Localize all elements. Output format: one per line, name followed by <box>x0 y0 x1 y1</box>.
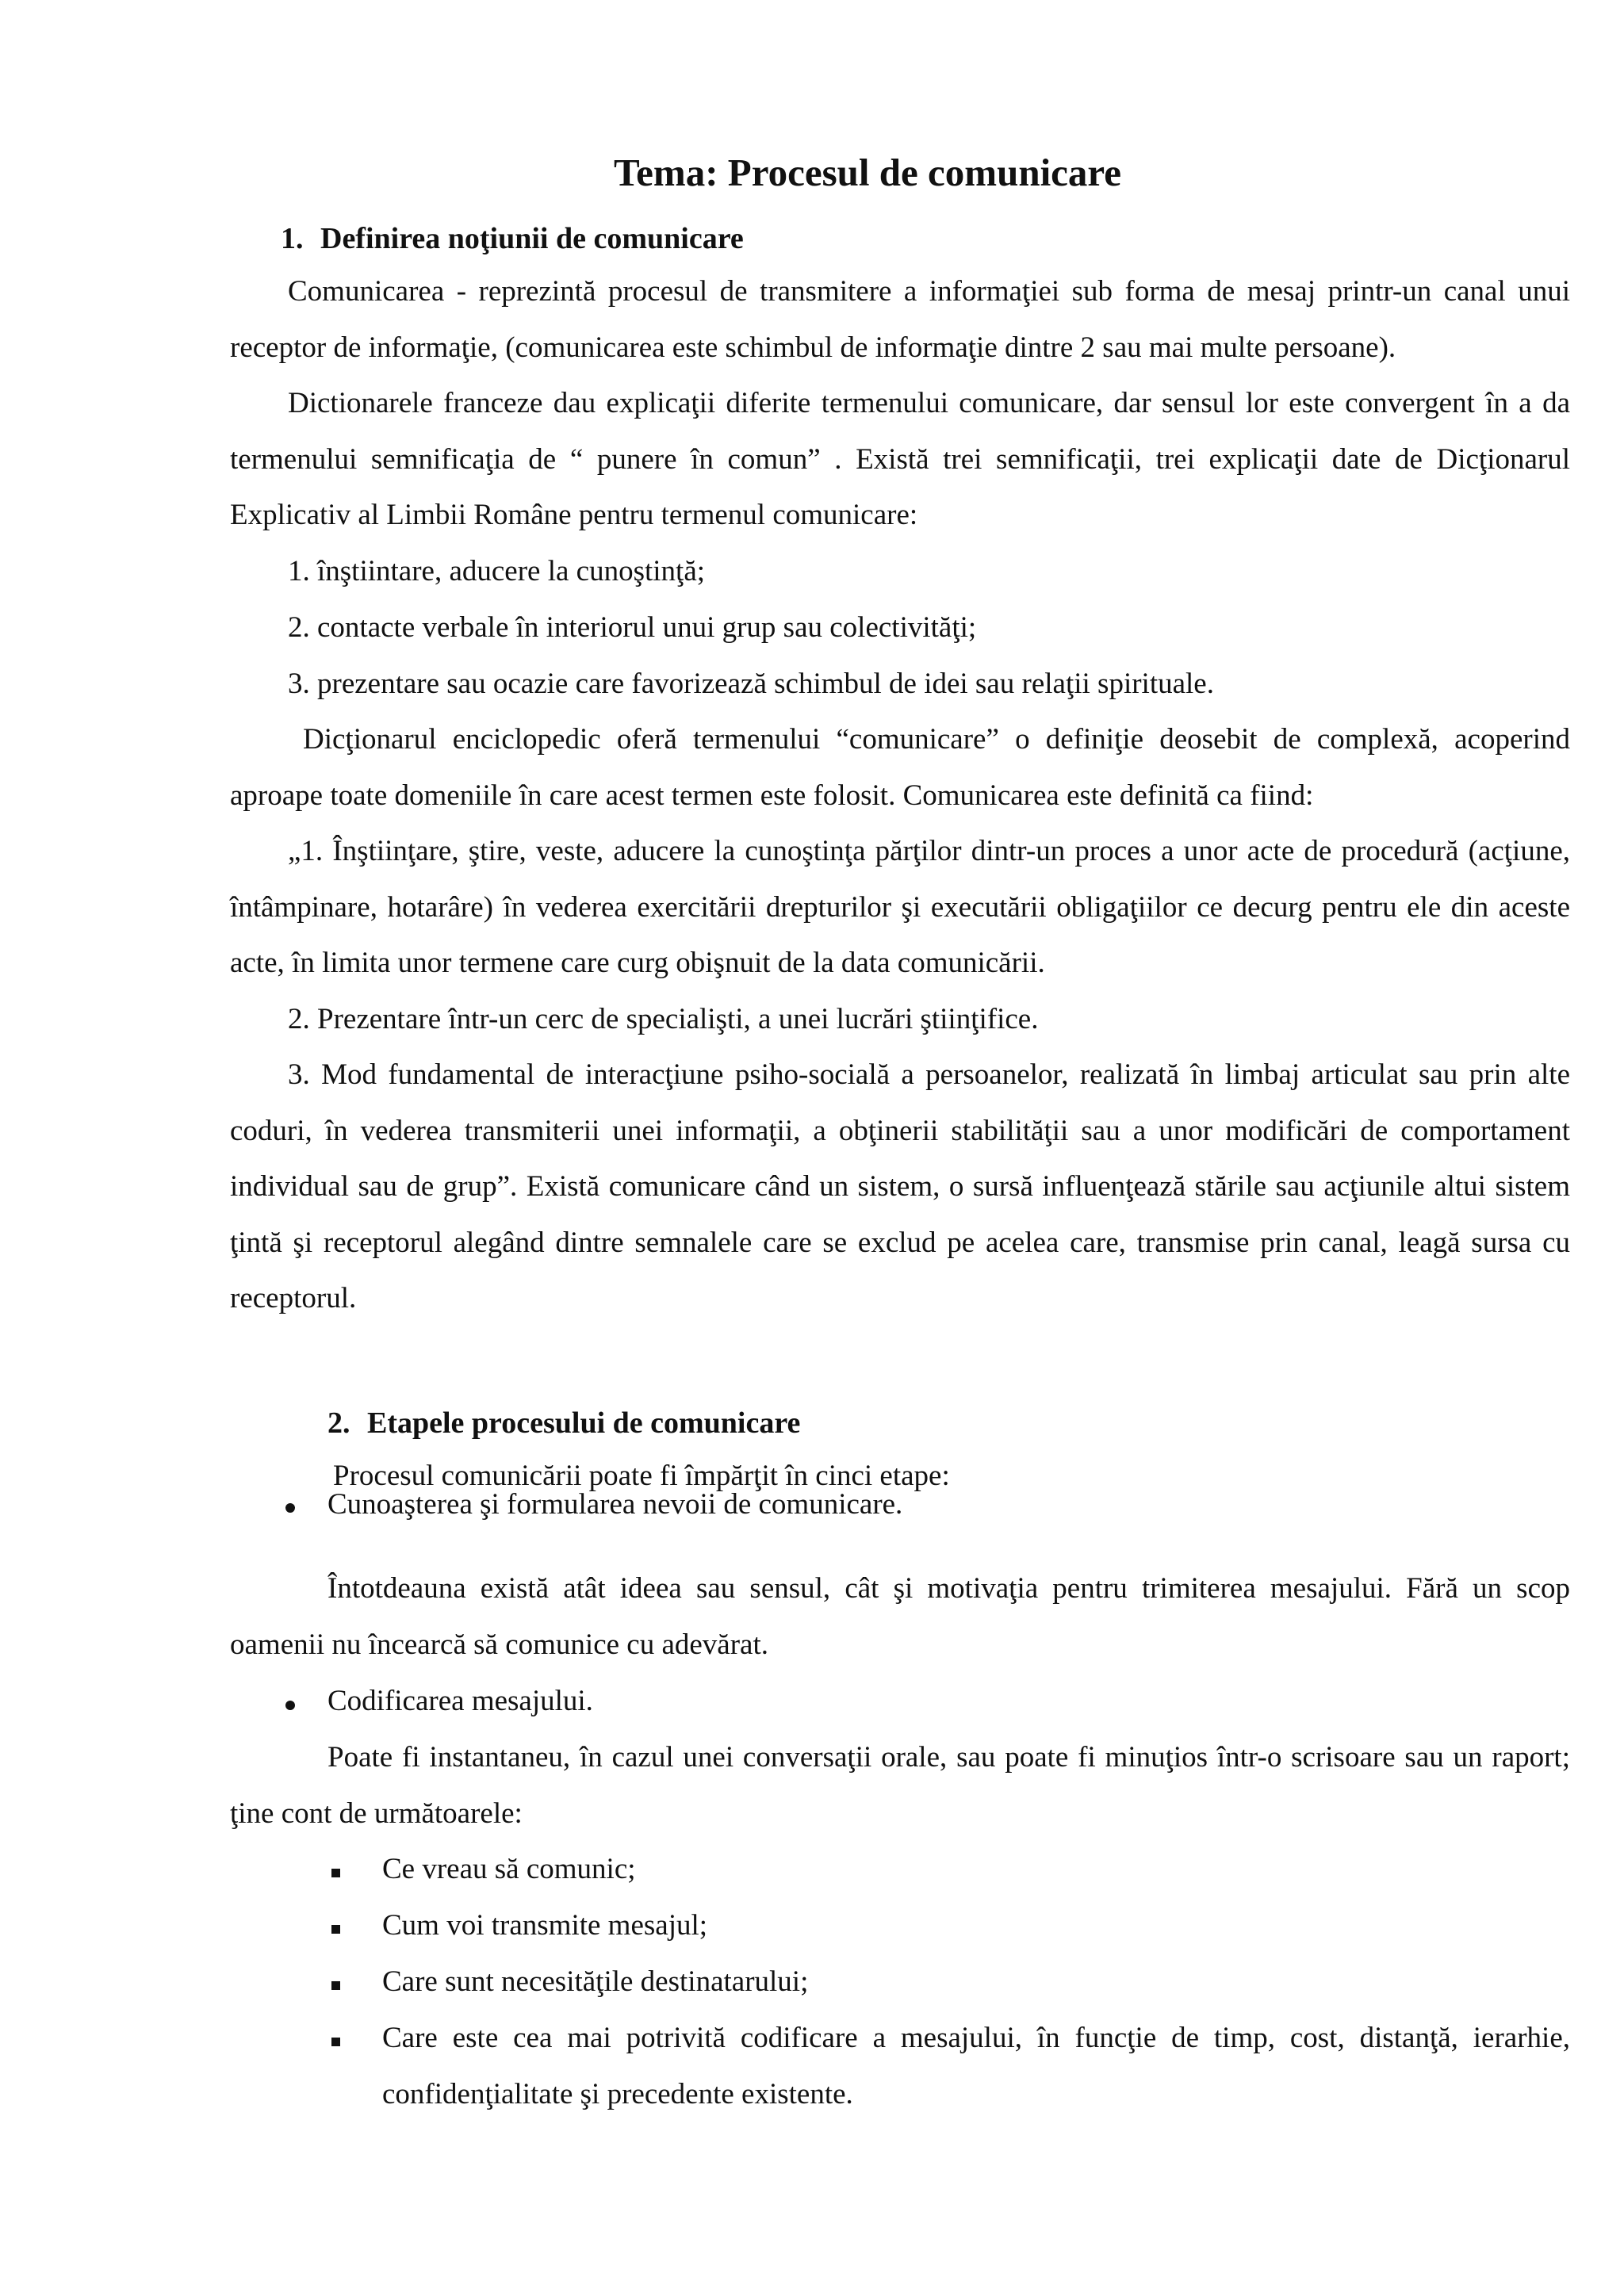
page-title: Tema: Procesul de comunicare <box>613 151 1122 194</box>
stage-1-title: Cunoaşterea şi formularea nevoii de comunicare. <box>327 1488 903 1521</box>
bullet-square-icon <box>331 1981 340 1990</box>
paragraph-encyclopedic: Dicţionarul enciclopedic oferă termenului “comunicare” o definiţie deosebit de complexă, acoperind aproape toate domeniile în care acest termen este folosit. Comunicarea este definită ca fiind: <box>230 723 1570 812</box>
paragraph-definition: Comunicarea - reprezintă procesul de transmitere a informaţiei sub forma de mesaj printr-un canal unui receptor de informaţie, (comunicarea este schimbul de informaţie dintre 2 sau mai multe persoane). <box>230 275 1570 364</box>
section-1-heading <box>281 219 744 258</box>
section-1-number: 1. <box>281 222 304 255</box>
stages-intro: Procesul comunicării poate fi împărţit în cinci etape: <box>333 1460 950 1492</box>
bullet-dot-icon <box>285 1503 295 1513</box>
section-2-heading <box>327 1403 800 1443</box>
definition-1: „1. Înştiinţare, ştire, veste, aducere la cunoştinţa părţilor dintr-un proces a unor acte de procedură (acţiune, întâmpinare, hotarâre) în vederea exercitării drepturilor şi executării obligaţiilor ce decurg pentru ele din aceste acte, în limita unor termene care curg obişnuit de la data comunicării. <box>230 835 1570 979</box>
paragraph-dictionaries: Dictionarele franceze dau explicaţii diferite termenului comunicare, dar sensul lor este convergent în a da termenului semnificaţia de “ punere în comun” . Există trei semnificaţii, trei explicaţii date de Dicţionarul Explicativ al Limbii Române pentru termenul comunicare: <box>230 387 1570 531</box>
encoding-item-2: Cum voi transmite mesajul; <box>382 1909 708 1942</box>
bullet-square-icon <box>331 2038 340 2046</box>
encoding-item-3: Care sunt necesităţile destinatarului; <box>382 1965 809 1998</box>
encoding-item-1: Ce vreau să comunic; <box>382 1853 636 1885</box>
stage-2-title: Codificarea mesajului. <box>327 1685 593 1717</box>
stage-1-text: Întotdeauna există atât ideea sau sensul, cât şi motivaţia pentru trimiterea mesajului. Fără un scop oamenii nu încearcă să comunice cu adevărat. <box>230 1572 1570 1661</box>
meaning-item-3: 3. prezentare sau ocazie care favorizează schimbul de idei sau relaţii spirituale. <box>288 668 1214 700</box>
section-2-title: Etapele procesului de comunicare <box>367 1406 801 1440</box>
meaning-item-2: 2. contacte verbale în interiorul unui grup sau colectivităţi; <box>288 611 977 644</box>
definition-2: 2. Prezentare într-un cerc de specialişti, a unei lucrări ştiinţifice. <box>288 1003 1039 1035</box>
bullet-square-icon <box>331 1869 340 1877</box>
section-2-number: 2. <box>327 1406 350 1440</box>
meaning-item-1: 1. înştiintare, aducere la cunoştinţă; <box>288 555 706 587</box>
encoding-item-4: Care este cea mai potrivită codificare a mesajului, în funcţie de timp, cost, distanţă, ierarhie, confidenţialitate şi precedente existente. <box>382 2022 1570 2110</box>
bullet-dot-icon <box>285 1701 295 1710</box>
section-1-title: Definirea noţiunii de comunicare <box>320 222 744 255</box>
definition-3: 3. Mod fundamental de interacţiune psiho-socială a persoanelor, realizată în limbaj articulat sau prin alte coduri, în vederea transmiterii unei informaţii, a obţinerii stabilităţii sau a unor modificări de comportament individual sau de grup”. Există comunicare când un sistem, o sursă influenţează stările sau acţiunile altui sistem ţintă şi receptorul alegând dintre semnalele care se exclud pe acelea care, transmise prin canal, leagă sursa cu receptorul. <box>230 1058 1570 1314</box>
bullet-square-icon <box>331 1925 340 1934</box>
stage-2-text: Poate fi instantaneu, în cazul unei conversaţii orale, sau poate fi minuţios într-o scrisoare sau un raport; ţine cont de următoarele: <box>230 1741 1570 1830</box>
